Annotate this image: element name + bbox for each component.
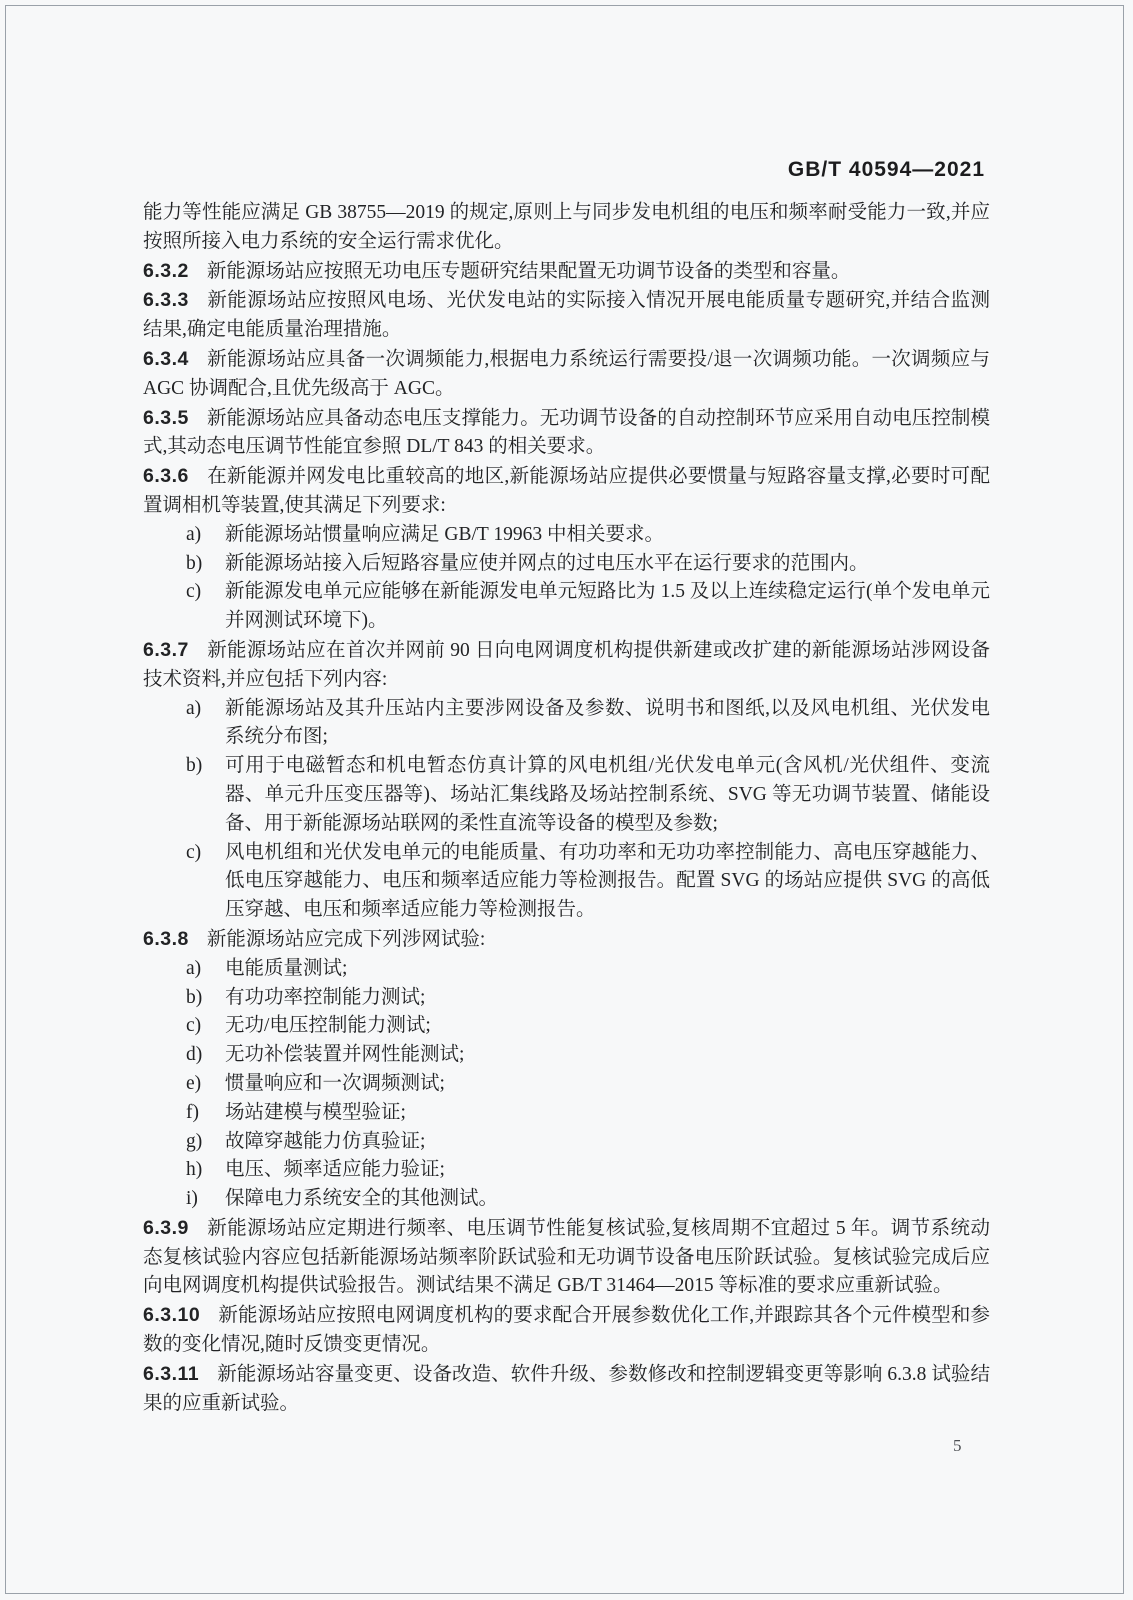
list-item-text: 新能源场站及其升压站内主要涉网设备及参数、说明书和图纸,以及风电机组、光伏发电系统分布图; — [225, 697, 990, 748]
list-item-label: a) — [186, 697, 202, 719]
list-item — [143, 550, 990, 579]
clause-text: 新能源场站应按照风电场、光伏发电站的实际接入情况开展电能质量专题研究,并结合监测结果,确定电能质量治理措施。 — [143, 290, 990, 341]
list-item-label: c) — [186, 1015, 202, 1037]
list-item-label: i) — [186, 1188, 198, 1210]
list-item-label: e) — [186, 1072, 202, 1094]
clause-6-3-2 — [143, 257, 990, 287]
list-item — [143, 521, 990, 550]
list-item-text: 可用于电磁暂态和机电暂态仿真计算的风电机组/光伏发电单元(含风机/光伏组件、变流器、单元升压变压器等)、场站汇集线路及场站控制系统、SVG 等无功调节装置、储能设备、用于新能源场站联网的柔性直流等设备的模型及参数; — [225, 755, 990, 834]
clause-6-3-6 — [143, 462, 990, 521]
list-item — [143, 1070, 990, 1099]
clause-number: 6.3.11 — [143, 1362, 200, 1385]
clause-6-3-10 — [143, 1301, 990, 1360]
list-item-label: b) — [186, 755, 203, 777]
list-item — [143, 1156, 990, 1185]
clause-number: 6.3.7 — [143, 638, 189, 661]
list-item-label: f) — [186, 1101, 199, 1123]
list-item — [143, 695, 990, 753]
list-item-text: 电能质量测试; — [225, 957, 348, 979]
clause-text: 新能源场站应具备一次调频能力,根据电力系统运行需要投/退一次调频功能。一次调频应与 AGC 协调配合,且优先级高于 AGC。 — [143, 348, 990, 399]
list-item-label: d) — [186, 1044, 203, 1066]
list-item-text: 风电机组和光伏发电单元的电能质量、有功功率和无功功率控制能力、高电压穿越能力、低电压穿越能力、电压和频率适应能力等检测报告。配置 SVG 的场站应提供 SVG 的高低压穿越、电压和频率适应能力等检测报告。 — [225, 841, 990, 921]
clause-number: 6.3.5 — [143, 406, 189, 429]
clause-number: 6.3.2 — [143, 259, 189, 282]
list-item — [143, 578, 990, 636]
list-item-text: 有功功率控制能力测试; — [225, 986, 426, 1008]
list-item — [143, 1012, 990, 1041]
list-item-label: c) — [186, 841, 202, 863]
list-item-label: g) — [186, 1130, 203, 1152]
list-item-text: 故障穿越能力仿真验证; — [225, 1130, 426, 1152]
clause-6-3-8 — [143, 925, 990, 955]
clause-6-3-9 — [143, 1214, 990, 1301]
document-body — [143, 199, 990, 1418]
clause-number: 6.3.9 — [143, 1216, 189, 1239]
clause-text: 新能源场站应完成下列涉网试验: — [206, 928, 486, 950]
clause-text: 新能源场站应定期进行频率、电压调节性能复核试验,复核周期不宜超过 5 年。调节系统动态复核试验内容应包括新能源场站频率阶跃试验和无功调节设备电压阶跃试验。复核试验完成后应向电网调度机构提供试验报告。测试结果不满足 GB/T 31464—2015 等标准的要求应重新试验。 — [143, 1217, 990, 1297]
list-item — [143, 752, 990, 838]
list-item-label: b) — [186, 986, 203, 1008]
list-item-text: 场站建模与模型验证; — [225, 1101, 406, 1123]
list-item-text: 保障电力系统安全的其他测试。 — [225, 1188, 499, 1210]
standard-code-header: GB/T 40594—2021 — [787, 158, 985, 181]
list-item — [143, 1041, 990, 1070]
list-item-text: 惯量响应和一次调频测试; — [225, 1072, 445, 1094]
clause-6-3-7 — [143, 636, 990, 695]
clause-number: 6.3.4 — [143, 347, 189, 370]
list-item-text: 新能源发电单元应能够在新能源发电单元短路比为 1.5 及以上连续稳定运行(单个发电单元并网测试环境下)。 — [225, 581, 990, 632]
clause-6-3-4 — [143, 345, 990, 404]
clause-number: 6.3.10 — [143, 1304, 201, 1327]
clause-number: 6.3.3 — [143, 289, 189, 312]
clause-text: 在新能源并网发电比重较高的地区,新能源场站应提供必要惯量与短路容量支撑,必要时可配置调相机等装置,使其满足下列要求: — [143, 466, 990, 516]
continuation-paragraph: 能力等性能应满足 GB 38755—2019 的规定,原则上与同步发电机组的电压和频率耐受能力一致,并应按照所接入电力系统的安全运行需求优化。 — [143, 202, 990, 252]
clause-number: 6.3.6 — [143, 465, 189, 488]
list-item-label: a) — [186, 523, 202, 545]
list-item-label: h) — [186, 1159, 203, 1181]
clause-text: 新能源场站应按照无功电压专题研究结果配置无功调节设备的类型和容量。 — [206, 260, 851, 282]
list-item — [143, 1099, 990, 1128]
clause-6-3-11 — [143, 1360, 990, 1419]
list-item — [143, 984, 990, 1013]
list-item — [143, 955, 990, 984]
list-item-text: 无功/电压控制能力测试; — [225, 1015, 431, 1037]
list-item-text: 新能源场站接入后短路容量应使并网点的过电压水平在运行要求的范围内。 — [225, 552, 869, 574]
clause-number: 6.3.8 — [143, 927, 189, 950]
clause-text: 新能源场站应在首次并网前 90 日向电网调度机构提供新建或改扩建的新能源场站涉网设备技术资料,并应包括下列内容: — [143, 639, 990, 690]
list-item-label: a) — [186, 957, 202, 979]
list-item-text: 无功补偿装置并网性能测试; — [225, 1044, 465, 1066]
clause-6-3-3 — [143, 286, 990, 345]
clause-6-3-5 — [143, 404, 990, 463]
page-number: 5 — [953, 1436, 962, 1455]
list-item — [143, 1128, 990, 1157]
list-item-label: b) — [186, 552, 203, 574]
list-item-text: 电压、频率适应能力验证; — [225, 1159, 445, 1181]
clause-text: 新能源场站容量变更、设备改造、软件升级、参数修改和控制逻辑变更等影响 6.3.8 试验结果的应重新试验。 — [143, 1363, 990, 1414]
list-item — [143, 1185, 990, 1214]
list-item-text: 新能源场站惯量响应满足 GB/T 19963 中相关要求。 — [225, 523, 664, 545]
list-item-label: c) — [186, 581, 202, 603]
clause-text: 新能源场站应按照电网调度机构的要求配合开展参数优化工作,并跟踪其各个元件模型和参数的变化情况,随时反馈变更情况。 — [143, 1305, 990, 1356]
list-item — [143, 839, 990, 925]
clause-text: 新能源场站应具备动态电压支撑能力。无功调节设备的自动控制环节应采用自动电压控制模式,其动态电压调节性能宜参照 DL/T 843 的相关要求。 — [143, 407, 990, 458]
